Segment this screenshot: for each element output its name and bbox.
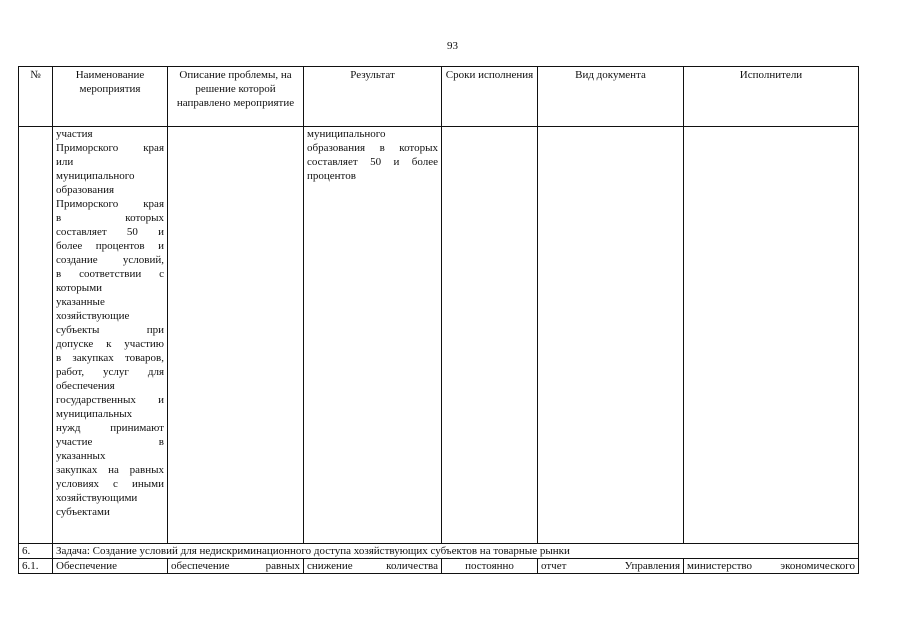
task-text: Задача: Создание условий для недискриминационного доступа хозяйствующих субъектов на товарные рынки: [53, 544, 859, 559]
name-text-line: муниципальных: [56, 408, 133, 420]
header-term: Сроки исполнения: [442, 67, 538, 127]
doc-type-left: отчет: [541, 560, 567, 572]
name-text-line: допуске к участию: [56, 338, 164, 350]
name-text-line: в соответствии с: [56, 268, 164, 280]
name-text-line: или: [56, 156, 74, 168]
task-row: [19, 544, 859, 559]
measures-table: [18, 66, 859, 574]
header-name: Наименование мероприятия: [53, 67, 168, 127]
header-problem: Описание проблемы, на решение которой направлено мероприятие: [168, 67, 304, 127]
name-text-line: нужд принимают: [56, 422, 164, 434]
row-6-1-problem: обеспечение равных: [168, 559, 304, 574]
name-text-line: субъекты при: [56, 324, 164, 336]
row-6-1-executors: министерство экономического: [684, 559, 859, 574]
name-text-line: обеспечения: [56, 380, 115, 392]
name-text-line: участие в: [56, 436, 164, 448]
cell-result: [304, 127, 442, 544]
name-text-line: Приморского края: [56, 198, 164, 210]
name-text-line: составляет 50 и: [56, 226, 164, 238]
name-text-line: условиях с иными: [56, 478, 164, 490]
header-executors: Исполнители: [684, 67, 859, 127]
result-text-line: образования в которых: [307, 142, 438, 154]
cell-number: [19, 127, 53, 544]
doc-type-right: Управления: [624, 560, 680, 572]
name-text-line: указанные: [56, 296, 105, 308]
name-text-line: работ, услуг для: [56, 366, 164, 378]
result-text-line: муниципального: [307, 128, 386, 140]
name-text-line: участия: [56, 128, 93, 140]
row-6-1-number: 6.1.: [19, 559, 53, 574]
name-text-line: субъектами: [56, 506, 110, 518]
result-text-line: процентов: [307, 170, 356, 182]
row-6-1-term: постоянно: [442, 559, 538, 574]
page-number: 93: [447, 40, 458, 52]
header-row: [19, 67, 859, 127]
result-text-line: составляет 50 и более: [307, 156, 438, 168]
table-row: [19, 559, 859, 574]
name-text-line: создание условий,: [56, 254, 164, 266]
name-text-line: хозяйствующие: [56, 310, 130, 322]
header-result: Результат: [304, 67, 442, 127]
cell-name: [53, 127, 168, 544]
header-doc-type: Вид документа: [538, 67, 684, 127]
header-number: №: [19, 67, 53, 127]
cell-problem: [168, 127, 304, 544]
name-text-line: которыми: [56, 282, 103, 294]
name-text-line: хозяйствующими: [56, 492, 138, 504]
table-row: [19, 127, 859, 544]
name-text-line: более процентов и: [56, 240, 164, 252]
cell-executors: [684, 127, 859, 544]
row-6-1-name: Обеспечение: [53, 559, 168, 574]
name-text-line: образования: [56, 184, 115, 196]
name-text-line: в закупках товаров,: [56, 352, 164, 364]
name-text-line: Приморского края: [56, 142, 164, 154]
name-text-line: государственных и: [56, 394, 164, 406]
name-text-line: указанных: [56, 450, 106, 462]
task-number: 6.: [19, 544, 53, 559]
name-text-line: закупках на равных: [56, 464, 164, 476]
row-6-1-doc-type: [538, 559, 684, 574]
name-text-line: в которых: [56, 212, 164, 224]
cell-term: [442, 127, 538, 544]
name-text-line: муниципального: [56, 170, 135, 182]
row-6-1-result: снижение количества: [304, 559, 442, 574]
cell-doc-type: [538, 127, 684, 544]
